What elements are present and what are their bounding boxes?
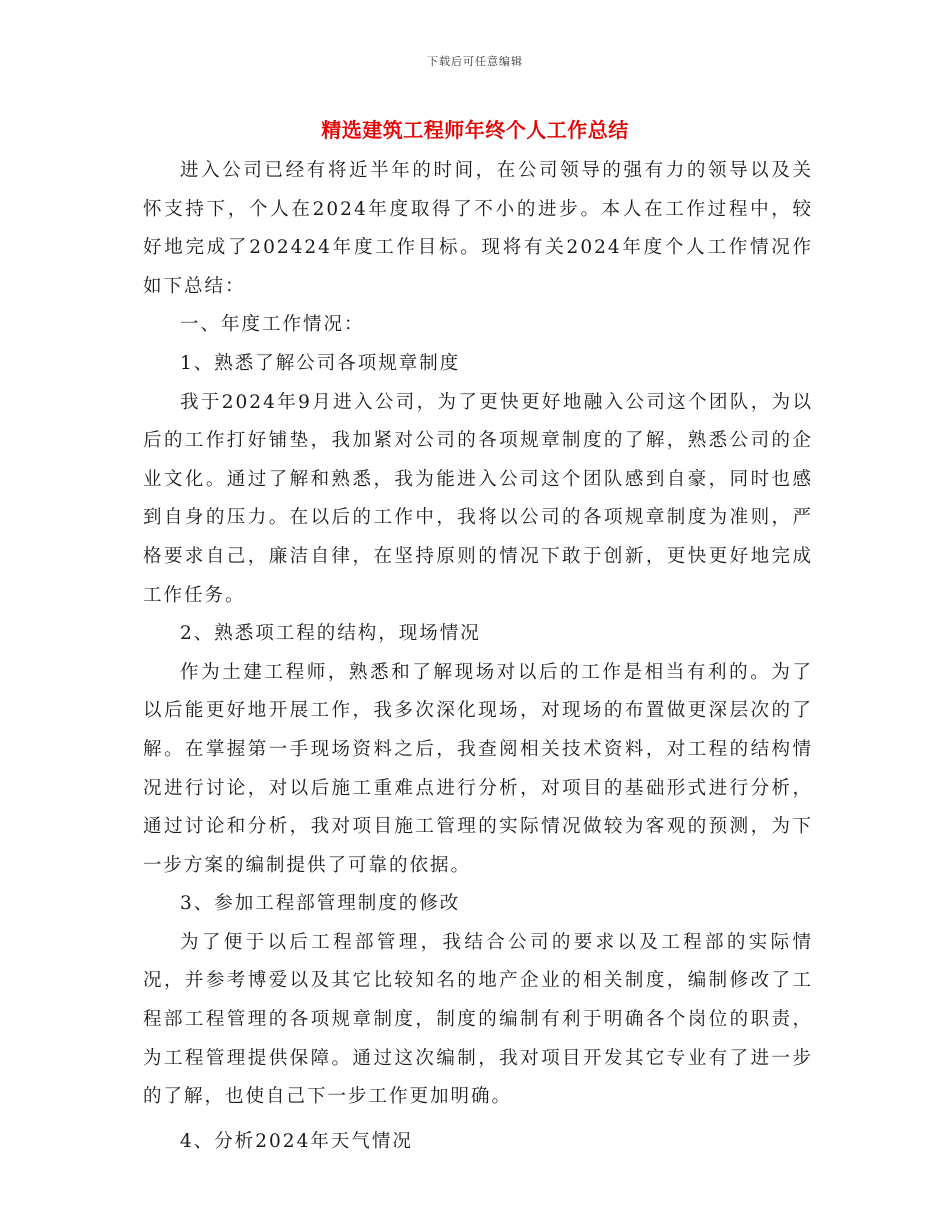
header-note: 下载后可任意编辑: [427, 55, 523, 68]
document-body: [143, 152, 813, 1161]
subheading-weather: 4、分析2024年天气情况: [180, 1130, 413, 1152]
paragraph-regulations: 我于2024年9月进入公司，为了更快更好地融入公司这个团队，为以后的工作打好铺垫，我加紧对公司的各项规章制度的了解，熟悉公司的企业文化。通过了解和熟悉，我为能进入公司这个团队感到自豪，同时也感到自身的压力。在以后的工作中，我将以公司的各项规章制度为准则，严格要求自己，廉洁自律，在坚持原则的情况下敢于创新，更快更好地完成工作任务。: [143, 391, 813, 606]
paragraph-management-rules: 为了便于以后工程部管理，我结合公司的要求以及工程部的实际情况，并参考博爱以及其它比较知名的地产企业的相关制度，编制修改了工程部工程管理的各项规章制度，制度的编制有利于明确各个岗位的职责，为工程管理提供保障。通过这次编制，我对项目开发其它专业有了进一步的了解，也使自己下一步工作更加明确。: [143, 931, 813, 1108]
document-title: 精选建筑工程师年终个人工作总结: [321, 118, 629, 142]
subheading-site: 2、熟悉项工程的结构，现场情况: [180, 623, 481, 645]
paragraph-intro: 进入公司已经有将近半年的时间，在公司领导的强有力的领导以及关怀支持下，个人在2024年度取得了不小的进步。本人在工作过程中，较好地完成了202424年度工作目标。现将有关2024年度个人工作情况作如下总结：: [143, 160, 813, 297]
section-heading-annual-work: 一、年度工作情况：: [180, 314, 365, 336]
subheading-regulations: 1、熟悉了解公司各项规章制度: [180, 352, 461, 374]
subheading-management-rules: 3、参加工程部管理制度的修改: [180, 893, 461, 915]
paragraph-site: 作为土建工程师，熟悉和了解现场对以后的工作是相当有利的。为了以后能更好地开展工作，我多次深化现场，对现场的布置做更深层次的了解。在掌握第一手现场资料之后，我查阅相关技术资料，对工程的结构情况进行讨论，对以后施工重难点进行分析，对项目的基础形式进行分析，通过讨论和分析，我对项目施工管理的实际情况做较为客观的预测，为下一步方案的编制提供了可靠的依据。: [143, 661, 813, 876]
